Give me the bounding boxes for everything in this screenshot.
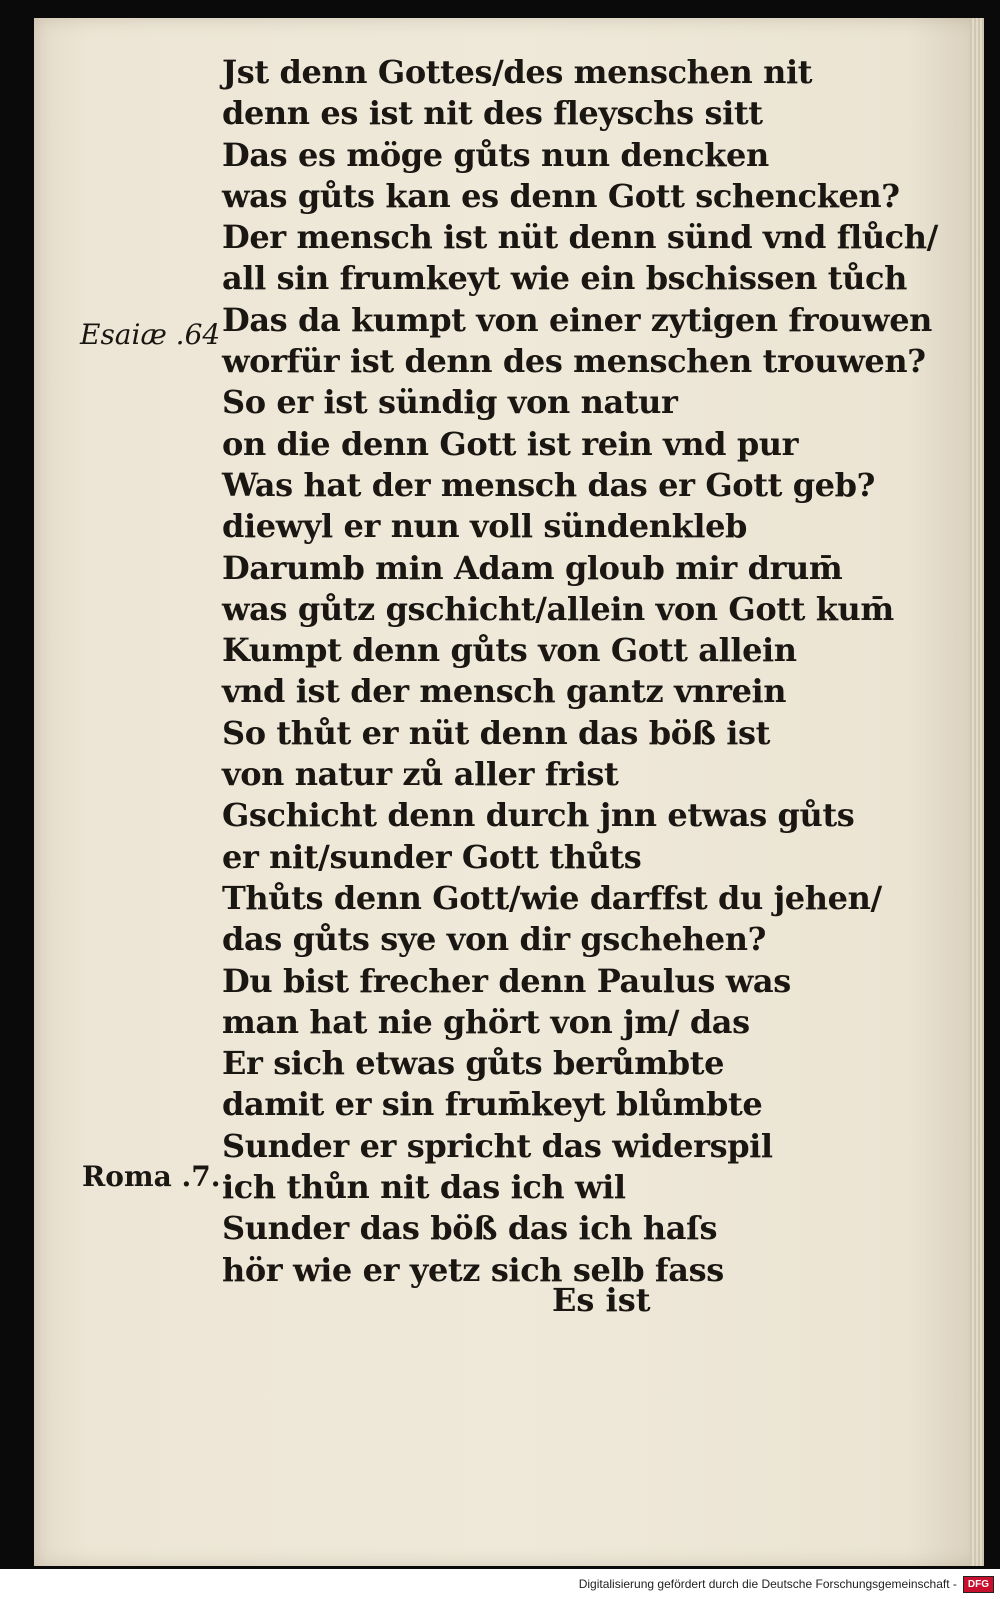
verse-line: damit er sin frum̄keyt blůmbte bbox=[222, 1085, 763, 1124]
verse-line: Gschicht denn durch jnn etwas gůts bbox=[222, 796, 855, 835]
dfg-logo: DFG bbox=[963, 1576, 994, 1593]
footer-text: Digitalisierung gefördert durch die Deutsche Forschungsgemeinschaft - bbox=[578, 1577, 957, 1591]
verse-line: Du bist frecher denn Paulus was bbox=[222, 961, 791, 1000]
verse-line: Er sich etwas gůts berůmbte bbox=[222, 1044, 725, 1083]
verse-line: So thůt er nüt denn das böß ist bbox=[222, 713, 771, 752]
verse-line: Jst denn Gottes/des menschen nit bbox=[222, 53, 813, 91]
margin-note-roma: Roma .7. bbox=[82, 1160, 221, 1193]
verse-line: Darumb min Adam gloub mir drum̄ bbox=[222, 548, 843, 587]
verse-line: ich thůn nit das ich wil bbox=[222, 1168, 626, 1207]
verse-line: Der mensch ist nüt denn sünd vnd flůch/ bbox=[222, 218, 938, 257]
verse-line: Das es möge gůts nun dencken bbox=[222, 135, 769, 174]
verse-line: So er ist sündig von natur bbox=[222, 383, 678, 422]
verse-line: Thůts denn Gott/wie darffst du jehen/ bbox=[222, 878, 882, 917]
verse-line: von natur zů aller frist bbox=[222, 755, 619, 794]
verse-line: Sunder das böß das ich haſs bbox=[222, 1209, 718, 1248]
verse-line: worfür ist denn des menschen trouwen? bbox=[222, 342, 926, 381]
verse-line: Kumpt denn gůts von Gott allein bbox=[222, 631, 797, 670]
footer-credit bbox=[0, 1569, 1000, 1599]
verse-line: was gůtz gschicht/allein von Gott kum̄ bbox=[222, 589, 894, 628]
verse-line: denn es ist nit des fleyschs sitt bbox=[222, 94, 763, 133]
verse-line: das gůts sye von dir gschehen? bbox=[222, 920, 766, 959]
verse-line: vnd ist der mensch gantz vnrein bbox=[222, 672, 787, 711]
verse-block bbox=[222, 52, 938, 1291]
catchword: Es ist bbox=[552, 1281, 651, 1319]
verse-line: all sin frumkeyt wie ein bschissen tůch bbox=[222, 259, 907, 298]
verse-line: Was hat der mensch das er Gott geb? bbox=[222, 465, 875, 504]
verse-line: diewyl er nun voll sündenkleb bbox=[222, 507, 748, 546]
margin-note-esaie: Esaiæ .64 bbox=[80, 318, 221, 351]
verse-line: Das da kumpt von einer zytigen frouwen bbox=[222, 300, 933, 339]
verse-line: on die denn Gott ist rein vnd pur bbox=[222, 424, 799, 463]
verse-line: er nit/sunder Gott thůts bbox=[222, 837, 642, 876]
verse-line: was gůts kan es denn Gott schencken? bbox=[222, 176, 900, 215]
verse-line: man hat nie ghört von jm/ das bbox=[222, 1002, 750, 1041]
verse-line: Sunder er spricht das widerspil bbox=[222, 1126, 773, 1165]
verse-line: hör wie er yetz sich selb fass bbox=[222, 1250, 724, 1289]
page-edge bbox=[970, 18, 984, 1566]
